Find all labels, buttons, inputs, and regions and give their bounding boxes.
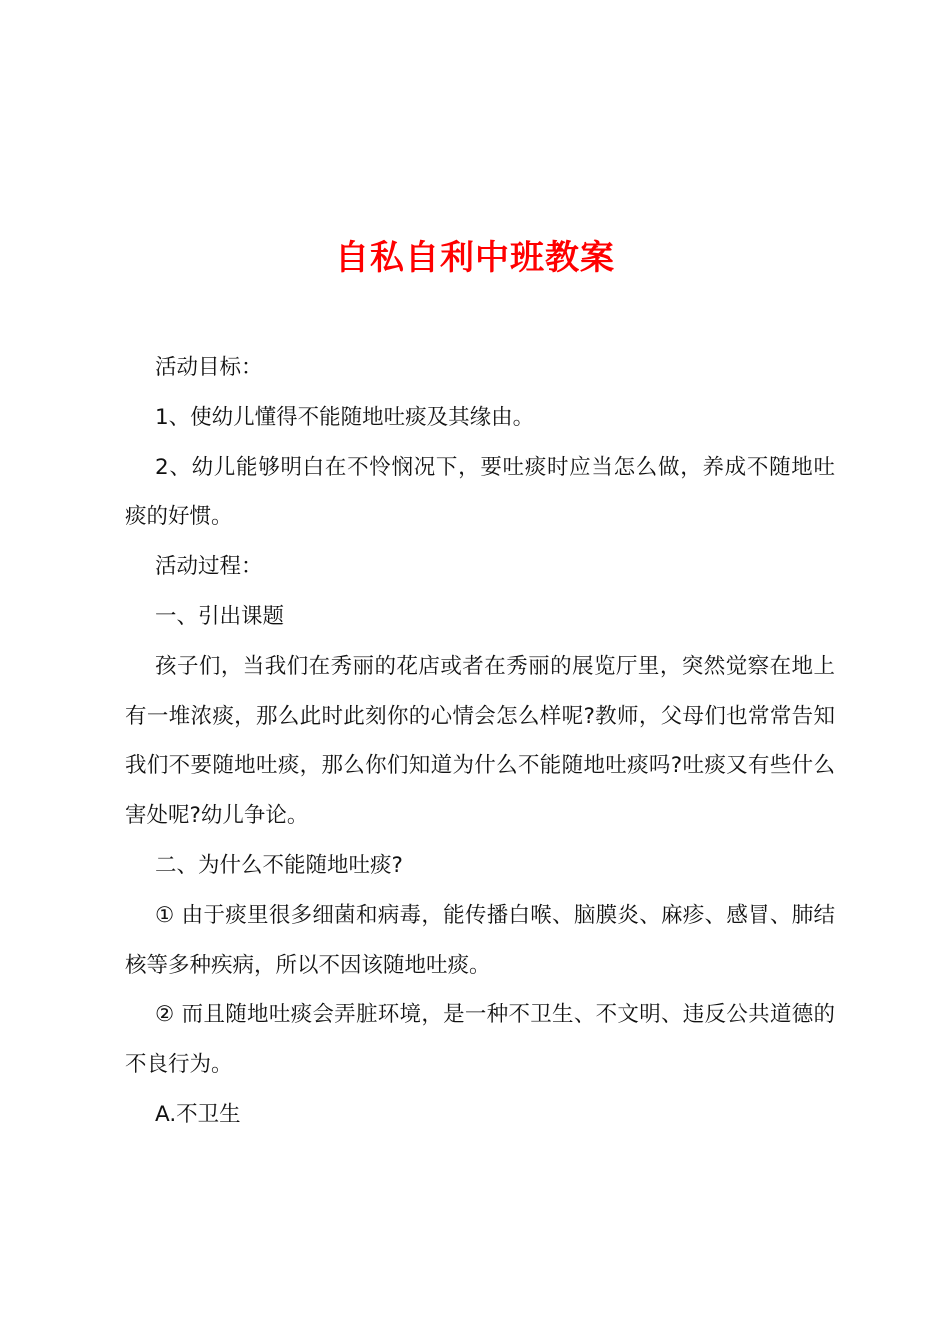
process-step-1-text: 孩子们，当我们在秀丽的花店或者在秀丽的展览厅里，突然觉察在地上有一堆浓痰，那么此时此刻你的心情会怎么样呢?教师，父母们也常常告知我们不要随地吐痰，那么你们知道为什么不能随地吐痰吗?吐痰又有些什么害处呢?幼儿争论。 xyxy=(125,653,835,829)
reason-item-2: ② 而且随地吐痰会弄脏环境，是一种不卫生、不文明、违反公共道德的不良行为。 xyxy=(125,1002,835,1078)
goal-item-2: 2、幼儿能够明白在不怜悯况下，要吐痰时应当怎么做，养成不随地吐痰的好惯。 xyxy=(125,454,835,530)
document-body xyxy=(125,343,835,1140)
document-title: 自私自利中班教案 xyxy=(335,237,615,278)
goal-item-1: 1、使幼儿懂得不能随地吐痰及其缘由。 xyxy=(155,404,535,430)
process-step-2-heading: 二、为什么不能随地吐痰? xyxy=(155,852,403,878)
process-step-1-heading: 一、引出课题 xyxy=(155,603,285,629)
section-heading-goals: 活动目标： xyxy=(155,355,263,380)
sub-item-a: A.不卫生 xyxy=(155,1101,241,1127)
reason-item-1: ① 由于痰里很多细菌和病毒，能传播白喉、脑膜炎、麻疹、感冒、肺结核等多种疾病，所以不因该随地吐痰。 xyxy=(125,902,835,978)
section-heading-process: 活动过程： xyxy=(155,554,263,580)
